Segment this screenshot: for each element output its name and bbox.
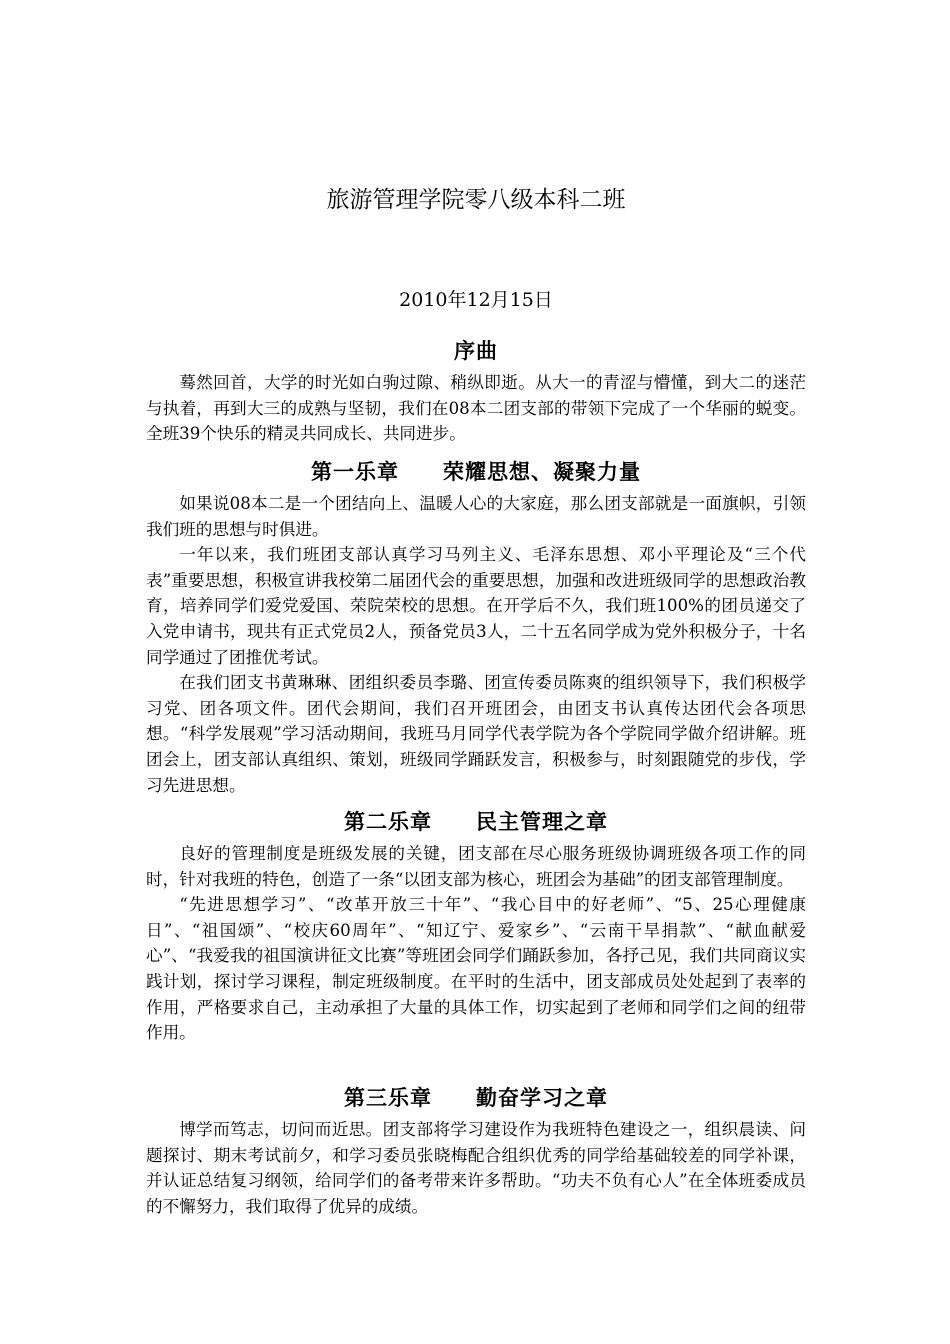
paragraph: 一年以来，我们班团支部认真学习马列主义、毛泽东思想、邓小平理论及“三个代表”重要思想，积极宣讲我校第二届团代会的重要思想，加强和改进班级同学的思想政治教育，培养同学们爱党爱国、荣院荣校的思想。在开学后不久，我们班100%的团员递交了入党申请书，现共有正式党员2人，预备党员3人，二十五名同学成为党外积极分子，十名同学通过了团推优考试。 [146,545,806,667]
chapter-number: 第一乐章 [311,459,399,484]
chapter-heading [146,807,806,839]
section-chapter-1 [146,457,806,798]
chapter-name: 民主管理之章 [476,809,608,834]
document-title: 旅游管理学院零八级本科二班 [326,187,626,213]
chapter-number: 第三乐章 [344,1085,432,1110]
section-prelude [146,336,806,447]
chapter-number: 第二乐章 [344,809,432,834]
section-heading: 序曲 [454,338,498,363]
paragraph: 在我们团支书黄琳琳、团组织委员李璐、团宣传委员陈爽的组织领导下，我们积极学习党、团各项文件。团代会期间，我们召开班团会，由团支书认真传达团代会各项思想。“科学发展观”学习活动期间，我班马月同学代表学院为各个学院同学做介绍讲解。班团会上，团支部认真组织、策划，班级同学踊跃发言，积极参与，时刻跟随党的步伐，学习先进思想。 [146,673,806,795]
chapter-name: 荣耀思想、凝聚力量 [443,459,641,484]
chapter-heading [146,1083,806,1115]
section-chapter-3 [146,1083,806,1219]
document-date: 2010年12月15日 [399,289,553,311]
paragraph: 博学而笃志，切问而近思。团支部将学习建设作为我班特色建设之一，组织晨读、问题探讨、期末考试前夕，和学习委员张晓梅配合组织优秀的同学给基础较差的同学补课，并认证总结复习纲领，给同学们的备考带来许多帮助。“功夫不负有心人”在全体班委成员的不懈努力，我们取得了优异的成绩。 [146,1120,806,1216]
paragraph: “先进思想学习”、“改革开放三十年”、“我心目中的好老师”、“5、25心理健康日”、“祖国颂”、“校庆60周年”、“知辽宁、爱家乡”、“云南干旱捐款”、“献血献爱心”、“我爱我的祖国演讲征文比赛”等班团会同学们踊跃参加，各抒己见，我们共同商议实践计划，探讨学习课程，制定班级制度。在平时的生活中，团支部成员处处起到了表率的作用，严格要求自己，主动承担了大量的具体工作，切实起到了老师和同学们之间的纽带作用。 [146,895,806,1043]
paragraph: 蓦然回首，大学的时光如白驹过隙、稍纵即逝。从大一的青涩与懵懂，到大二的迷茫与执着，再到大三的成熟与坚韧，我们在08本二团支部的带领下完成了一个华丽的蜕变。全班39个快乐的精灵共同成长、共同进步。 [146,373,806,444]
paragraph: 如果说08本二是一个团结向上、温暖人心的大家庭，那么团支部就是一面旗帜，引领我们班的思想与时俱进。 [146,494,806,539]
section-chapter-2 [146,807,806,1046]
paragraph: 良好的管理制度是班级发展的关键，团支部在尽心服务班级协调班级各项工作的同时，针对我班的特色，创造了一条“以团支部为核心，班团会为基础”的团支部管理制度。 [146,844,806,889]
chapter-name: 勤奋学习之章 [476,1085,608,1110]
chapter-heading [146,457,806,489]
